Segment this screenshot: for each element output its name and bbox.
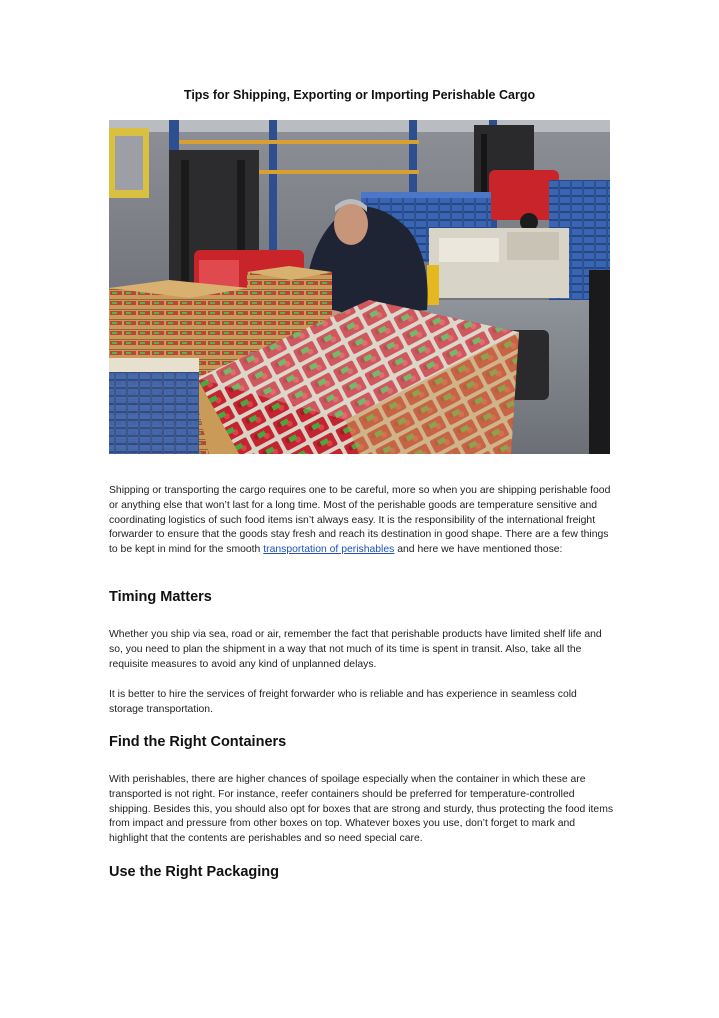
heading-timing-matters: Timing Matters [109,589,212,605]
heading-find-right-containers: Find the Right Containers [109,734,287,750]
timing-paragraph-1: Whether you ship via sea, road or air, remember the fact that perishable products have limited shelf life and so, you need to plan the shipment in a way that not much of its time is spent in transit. Also, take all the requisite measures to avoid any kind of unplanned delays. [109,629,602,670]
warehouse-illustration [109,120,610,454]
intro-text-after-link: and here we have mentioned those: [394,544,563,556]
timing-paragraph-2: It is better to hire the services of freight forwarder who is reliable and has experience in seamless cold storage transportation. [109,689,577,715]
hero-photo-warehouse [109,120,610,454]
intro-paragraph [109,484,614,558]
document-title: Tips for Shipping, Exporting or Importing Perishable Cargo [183,88,536,102]
transportation-of-perishables-link[interactable]: transportation of perishables [263,544,395,556]
intro-text-before-link: Shipping or transporting the cargo requires one to be careful, more so when you are shipping perishable food or anything else that won’t last for a long time. Most of the perishable goods are temperature sensitive and coordinating logistics of such food items isn’t always easy. It is the responsibility of the international freight forwarder to ensure that the goods stay fresh and reach its destination in good shape. There are a few things to be kept in mind for the smooth [109,485,611,556]
heading-use-right-packaging: Use the Right Packaging [109,864,280,880]
containers-paragraph: With perishables, there are higher chances of spoilage especially when the container in which these are transported is not right. For instance, reefer containers should be preferred for temperature-controlled shipping. Besides this, you should also opt for boxes that are strong and sturdy, thus protecting the food items from impact and pressure from other boxes on top. Whatever boxes you use, don’t forget to mark and highlight that the contents are perishables and so need special care. [109,774,614,845]
